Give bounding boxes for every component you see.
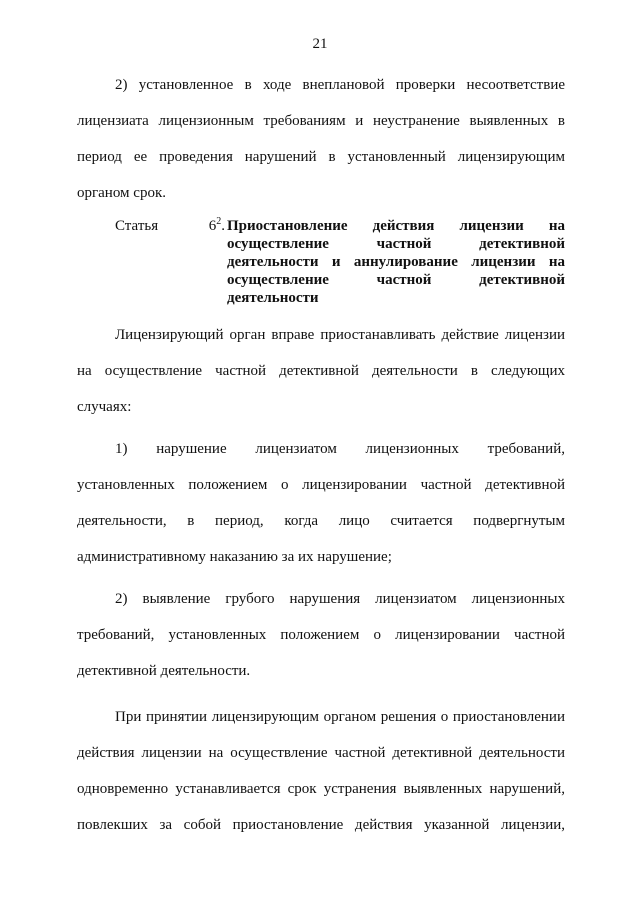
article-number: $6^2$.: [208, 216, 225, 234]
paragraph-suspension-decision: При принятии лицензирующим органом решения о приостановлении действия лицензии на осуществление частной детективной деятельности одновременно устанавливается срок устранения выявленных нарушений, повлекших за собой приостановление действия указанной лицензии,: [77, 709, 565, 833]
article-title: Приостановление действия лицензии на осуществление частной детективной деятельности и аннулирование лицензии на осуществление частной детективной деятельности: [227, 218, 565, 306]
document-body: [77, 67, 565, 843]
page-number: 21: [312, 36, 328, 52]
paragraph-case-2: 2) выявление грубого нарушения лицензиатом лицензионных требований, установленных положением о лицензировании частной детективной деятельности.: [77, 591, 565, 679]
article-word: Статья: [115, 218, 159, 234]
article-label: [115, 217, 225, 235]
paragraph-item-2: 2) установленное в ходе внеплановой проверки несоответствие лицензиата лицензионным требованиям и неустранение выявленных в период ее проведения нарушений в установленный лицензирующим органом срок.: [77, 77, 565, 201]
paragraph-case-1: 1) нарушение лицензиатом лицензионных требований, установленных положением о лицензировании частной детективной деятельности, в период, когда лицо считается подвергнутым административному наказанию за их нарушение;: [77, 441, 565, 565]
paragraph-intro: Лицензирующий орган вправе приостанавливать действие лицензии на осуществление частной детективной деятельности в следующих случаях:: [77, 327, 565, 415]
article-heading: [77, 217, 565, 317]
